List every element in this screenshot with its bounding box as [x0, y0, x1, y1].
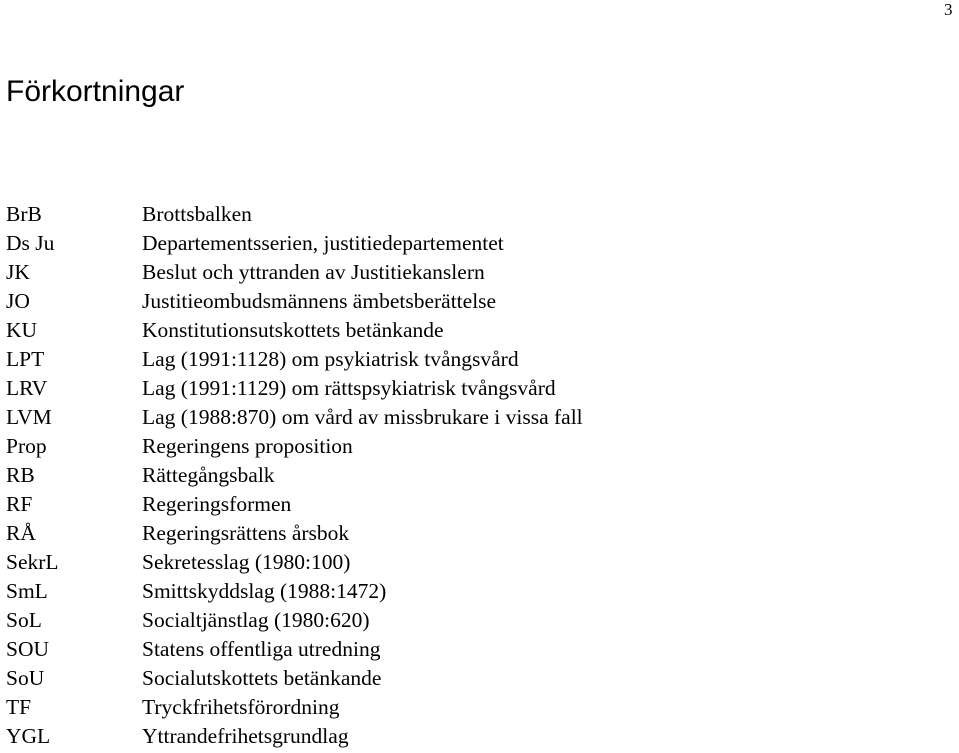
abbreviation-term: Ds Ju: [6, 231, 55, 255]
abbreviation-row-lrv: [6, 374, 583, 403]
abbreviation-row-rf: [6, 490, 583, 519]
abbreviation-row-ra: [6, 519, 583, 548]
abbreviation-term: RF: [6, 492, 33, 516]
abbreviation-term: SOU: [6, 637, 50, 661]
abbreviation-definition: Rättegångsbalk: [142, 463, 275, 487]
abbreviation-definition: Yttrandefrihetsgrundlag: [142, 724, 349, 748]
abbreviation-row-ds-ju: [6, 229, 583, 258]
abbreviation-row-sou: [6, 635, 583, 664]
abbreviation-term: TF: [6, 695, 32, 719]
abbreviation-definition: Justitieombudsmännens ämbetsberättelse: [142, 289, 497, 313]
abbreviation-definition: Sekretesslag (1980:100): [142, 550, 351, 574]
abbreviation-definition: Tryckfrihetsförordning: [142, 695, 340, 719]
abbreviation-definition: Smittskyddslag (1988:1472): [142, 579, 387, 603]
abbreviation-row-sou-socialutskottet: [6, 664, 583, 693]
abbreviation-row-sol: [6, 606, 583, 635]
abbreviation-term: RÅ: [6, 521, 36, 545]
abbreviation-row-jk: [6, 258, 583, 287]
abbreviation-row-jo: [6, 287, 583, 316]
abbreviation-definition: Beslut och yttranden av Justitiekanslern: [142, 260, 485, 284]
abbreviation-row-ku: [6, 316, 583, 345]
abbreviation-term: Prop: [6, 434, 47, 458]
abbreviation-definition: Lag (1988:870) om vård av missbrukare i vissa fall: [142, 405, 583, 429]
abbreviation-definition: Regeringsrättens årsbok: [142, 521, 350, 545]
abbreviation-definition: Konstitutionsutskottets betänkande: [142, 318, 444, 342]
abbreviation-term: RB: [6, 463, 35, 487]
abbreviation-term: SoL: [6, 608, 42, 632]
abbreviation-term: SoU: [6, 666, 45, 690]
abbreviation-term: LVM: [6, 405, 52, 429]
abbreviation-row-lpt: [6, 345, 583, 374]
page-title: Förkortningar: [6, 75, 185, 108]
abbreviation-row-rb: [6, 461, 583, 490]
abbreviation-definition: Lag (1991:1129) om rättspsykiatrisk tvångsvård: [142, 376, 556, 400]
abbreviation-term: YGL: [6, 724, 51, 748]
abbreviation-term: KU: [6, 318, 38, 342]
abbreviation-definition: Brottsbalken: [142, 202, 252, 226]
abbreviation-definition: Regeringens proposition: [142, 434, 353, 458]
abbreviation-row-tf: [6, 693, 583, 722]
abbreviation-row-brb: [6, 200, 583, 229]
abbreviation-definition: Socialutskottets betänkande: [142, 666, 382, 690]
abbreviation-row-prop: [6, 432, 583, 461]
abbreviation-term: SmL: [6, 579, 48, 603]
abbreviation-definition: Departementsserien, justitiedepartementet: [142, 231, 504, 255]
abbreviation-term: BrB: [6, 202, 42, 226]
abbreviation-row-sml: [6, 577, 583, 606]
abbreviation-term: JK: [6, 260, 30, 284]
abbreviation-list: [6, 200, 583, 751]
abbreviation-term: SekrL: [6, 550, 59, 574]
abbreviation-definition: Socialtjänstlag (1980:620): [142, 608, 370, 632]
abbreviation-row-lvm: [6, 403, 583, 432]
abbreviation-term: LPT: [6, 347, 45, 371]
abbreviation-row-ygl: [6, 722, 583, 751]
abbreviation-definition: Regeringsformen: [142, 492, 292, 516]
abbreviation-definition: Statens offentliga utredning: [142, 637, 381, 661]
abbreviation-definition: Lag (1991:1128) om psykiatrisk tvångsvård: [142, 347, 519, 371]
page-number: 3: [944, 0, 953, 19]
abbreviation-term: LRV: [6, 376, 48, 400]
abbreviation-term: JO: [6, 289, 30, 313]
abbreviation-row-sekrl: [6, 548, 583, 577]
